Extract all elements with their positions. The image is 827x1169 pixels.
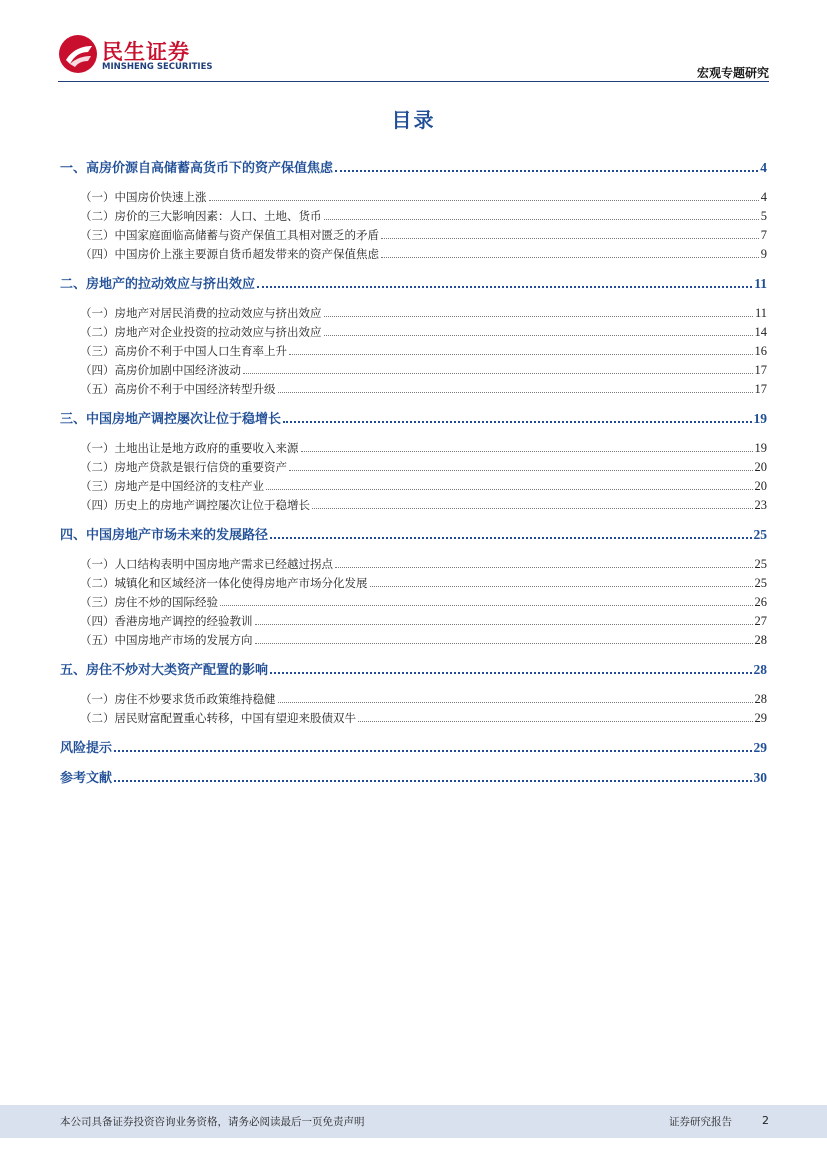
toc-entry-title: 风险提示 — [60, 741, 113, 756]
toc-entry-page: 11 — [754, 306, 767, 320]
toc-entry-page: 26 — [754, 595, 767, 609]
toc-entry-page: 19 — [753, 411, 767, 426]
toc-entry-page: 25 — [754, 557, 767, 571]
toc-leader-dots — [381, 257, 759, 258]
toc-entry-page: 9 — [760, 247, 767, 261]
toc-entry-title: （二）居民财富配置重心转移，中国有望迎来股债双牛 — [80, 711, 356, 725]
toc-entry-title: （五）中国房地产市场的发展方向 — [80, 633, 253, 647]
toc-entry-page: 20 — [754, 479, 767, 493]
toc-entry-page: 19 — [754, 441, 767, 455]
toc-leader-dots — [270, 672, 751, 674]
toc-subsection-entry[interactable] — [60, 707, 767, 726]
toc-leader-dots — [283, 421, 751, 423]
toc-leader-dots — [301, 451, 753, 452]
toc-entry-title: 四、中国房地产市场未来的发展路径 — [60, 528, 269, 543]
toc-section-entry[interactable] — [60, 156, 767, 176]
page-footer — [0, 1105, 827, 1138]
toc-leader-dots — [381, 238, 759, 239]
toc-section-entry[interactable] — [60, 766, 767, 786]
disclaimer-text: 本公司具备证券投资咨询业务资格，请务必阅读最后一页免责声明 — [60, 1116, 365, 1128]
toc-entry-page: 28 — [753, 662, 767, 677]
toc-leader-dots — [289, 470, 753, 471]
toc-entry-title: （一）人口结构表明中国房地产需求已经越过拐点 — [80, 557, 333, 571]
toc-entry-page: 25 — [754, 576, 767, 590]
toc-entry-page: 30 — [753, 770, 767, 785]
toc-leader-dots — [324, 219, 759, 220]
toc-entry-title: （二）房地产贷款是银行信贷的重要资产 — [80, 460, 287, 474]
toc-subsection-entry[interactable] — [60, 205, 767, 224]
toc-title: 目录 — [391, 108, 436, 132]
toc-leader-dots — [278, 702, 753, 703]
toc-entry-page: 16 — [754, 344, 767, 358]
toc-entry-title: （四）历史上的房地产调控屡次让位于稳增长 — [80, 498, 310, 512]
toc-entry-title: （一）房住不炒要求货币政策维持稳健 — [80, 692, 276, 706]
toc-entry-page: 23 — [754, 498, 767, 512]
toc-entry-title: （三）高房价不利于中国人口生育率上升 — [80, 344, 287, 358]
toc-subsection-entry[interactable] — [60, 591, 767, 610]
toc-leader-dots — [324, 335, 753, 336]
toc-entry-page: 28 — [754, 633, 767, 647]
toc-subsection-entry[interactable] — [60, 243, 767, 262]
toc-subsection-entry[interactable] — [60, 572, 767, 591]
toc-entry-title: （一）土地出让是地方政府的重要收入来源 — [80, 441, 299, 455]
toc-entry-title: （二）城镇化和区域经济一体化使得房地产市场分化发展 — [80, 576, 368, 590]
toc-leader-dots — [278, 392, 753, 393]
toc-entry-title: （三）中国家庭面临高储蓄与资产保值工具相对匮乏的矛盾 — [80, 228, 379, 242]
toc-subsection-entry[interactable] — [60, 629, 767, 648]
company-logo — [58, 34, 218, 76]
toc-leader-dots — [255, 624, 753, 625]
toc-leader-dots — [257, 286, 752, 288]
report-type: 宏观专题研究 — [696, 66, 769, 80]
toc-entry-title: （四）中国房价上涨主要源自货币超发带来的资产保值焦虑 — [80, 247, 379, 261]
toc-leader-dots — [255, 643, 753, 644]
toc-leader-dots — [209, 200, 759, 201]
toc-section-entry[interactable] — [60, 736, 767, 756]
toc-entry-title: （二）房价的三大影响因素：人口、土地、货币 — [80, 209, 322, 223]
report-label: 证券研究报告 — [669, 1116, 732, 1128]
toc-leader-dots — [358, 721, 753, 722]
toc-subsection-entry[interactable] — [60, 378, 767, 397]
toc-entry-title: （三）房住不炒的国际经验 — [80, 595, 218, 609]
toc-leader-dots — [243, 373, 753, 374]
toc-entry-page: 5 — [760, 209, 767, 223]
toc-leader-dots — [114, 780, 751, 782]
toc-leader-dots — [114, 750, 751, 752]
toc-entry-title: （二）房地产对企业投资的拉动效应与挤出效应 — [80, 325, 322, 339]
toc-subsection-entry[interactable] — [60, 688, 767, 707]
toc-subsection-entry[interactable] — [60, 610, 767, 629]
toc-entry-title: 一、高房价源自高储蓄高货币下的资产保值焦虑 — [60, 161, 334, 176]
toc-entry-title: （三）房地产是中国经济的支柱产业 — [80, 479, 264, 493]
toc-entry-title: （一）中国房价快速上涨 — [80, 190, 207, 204]
toc-entry-page: 17 — [754, 382, 767, 396]
toc-leader-dots — [335, 170, 758, 172]
toc-leader-dots — [312, 508, 753, 509]
toc-leader-dots — [370, 586, 753, 587]
toc-leader-dots — [289, 354, 753, 355]
toc-section-entry[interactable] — [60, 272, 767, 292]
toc-subsection-entry[interactable] — [60, 224, 767, 243]
toc-leader-dots — [324, 316, 753, 317]
toc-entry-page: 7 — [760, 228, 767, 242]
toc-entry-title: 二、房地产的拉动效应与挤出效应 — [60, 277, 256, 292]
toc-entry-page: 4 — [760, 190, 767, 204]
toc-entry-page: 4 — [760, 160, 767, 175]
toc-entry-page: 29 — [754, 711, 767, 725]
toc-entry-title: （五）高房价不利于中国经济转型升级 — [80, 382, 276, 396]
page-number: 2 — [762, 1114, 769, 1127]
toc-subsection-entry[interactable] — [60, 302, 767, 321]
toc-leader-dots — [266, 489, 753, 490]
toc-leader-dots — [335, 567, 753, 568]
toc-subsection-entry[interactable] — [60, 553, 767, 572]
toc-entry-title: 参考文献 — [60, 771, 113, 786]
toc-entry-page: 20 — [754, 460, 767, 474]
toc-subsection-entry[interactable] — [60, 456, 767, 475]
toc-entry-title: （四）香港房地产调控的经验教训 — [80, 614, 253, 628]
toc-subsection-entry[interactable] — [60, 475, 767, 494]
toc-section-entry[interactable] — [60, 658, 767, 678]
toc-subsection-entry[interactable] — [60, 186, 767, 205]
toc-entry-page: 14 — [754, 325, 767, 339]
toc-subsection-entry[interactable] — [60, 437, 767, 456]
toc-subsection-entry[interactable] — [60, 321, 767, 340]
toc-subsection-entry[interactable] — [60, 340, 767, 359]
toc-entry-page: 28 — [754, 692, 767, 706]
toc-entry-title: （一）房地产对居民消费的拉动效应与挤出效应 — [80, 306, 322, 320]
toc-leader-dots — [270, 537, 751, 539]
toc-leader-dots — [220, 605, 753, 606]
toc-entry-page: 29 — [753, 740, 767, 755]
toc-section-entry[interactable] — [60, 523, 767, 543]
toc-subsection-entry[interactable] — [60, 359, 767, 378]
toc-entry-title: 三、中国房地产调控屡次让位于稳增长 — [60, 412, 282, 427]
toc-entry-page: 25 — [753, 527, 767, 542]
toc-section-entry[interactable] — [60, 407, 767, 427]
logo-text-en: MINSHENG SECURITIES — [102, 62, 213, 72]
toc-entry-page: 11 — [754, 276, 767, 291]
table-of-contents — [60, 150, 767, 796]
toc-entry-page: 27 — [754, 614, 767, 628]
header-divider — [58, 81, 769, 82]
toc-entry-title: （四）高房价加剧中国经济波动 — [80, 363, 241, 377]
toc-subsection-entry[interactable] — [60, 494, 767, 513]
logo-icon — [58, 34, 98, 74]
logo-text-cn: 民生证券 — [102, 40, 190, 64]
toc-entry-page: 17 — [754, 363, 767, 377]
toc-entry-title: 五、房住不炒对大类资产配置的影响 — [60, 663, 269, 678]
